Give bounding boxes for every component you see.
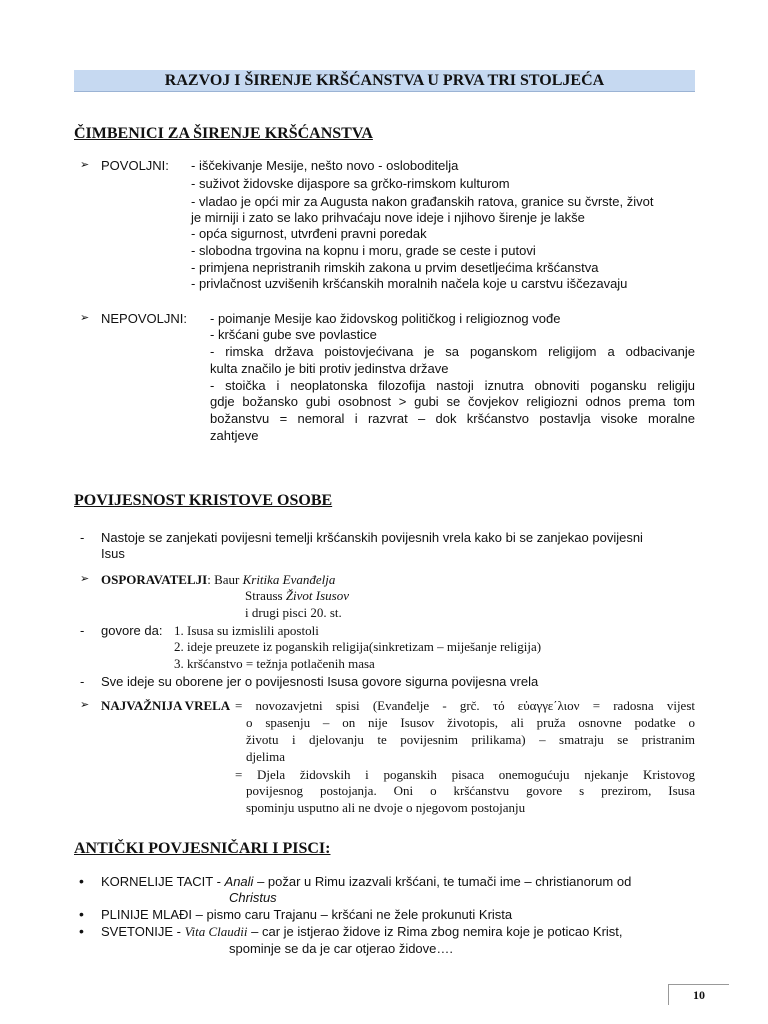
bullet-icon: • <box>79 906 84 922</box>
author-work: Vita Claudii <box>184 924 248 939</box>
povoljni-line: je mirniji i zato se lako prihvaćaju nove ideje i njihovo širenje je lakše <box>191 210 585 225</box>
osporavatelji-line <box>245 604 342 621</box>
osporavatelj-author: Strauss <box>245 588 286 603</box>
nepovoljni-line: kulta značilo je biti protiv jedinstva države <box>210 361 449 376</box>
vrela-line: = novozavjetni spisi (Evanđelje - grč. τό εὐαγγε΄λιον = radosna vijest <box>235 698 695 713</box>
dash-bullet: - <box>80 530 85 545</box>
osporavatelj-author: : Baur <box>207 572 243 587</box>
vrela-line: djelima <box>246 749 285 764</box>
govore-label: govore da: <box>101 623 163 638</box>
povoljni-line: - iščekivanje Mesije, nešto novo - osloboditelja <box>191 158 459 173</box>
osporavatelji-line <box>101 571 335 588</box>
author-continuation <box>229 889 277 906</box>
osporavatelj-work: Život Isusov <box>285 588 350 603</box>
govore-line: 1. Isusa su izmislili apostoli <box>174 623 319 638</box>
obor-line: Sve ideje su oborene jer o povijesnosti Isusa govore sigurna povijesna vrela <box>101 674 539 689</box>
vrela-line: o spasenju – on nije Isusov životopis, ali pruža osnovne podatke o <box>246 715 695 730</box>
povoljni-line: - suživot židovske dijaspore sa grčko-rimskom kulturom <box>191 176 510 191</box>
nepovoljni-line: - kršćani gube sve povlastice <box>210 327 377 342</box>
bullet-icon: • <box>79 873 84 889</box>
nepovoljni-line: gdje božansko gubi osobnost > gubi se čovjekov religiozni odnos prema tom <box>210 394 695 409</box>
nepovoljni-line: božanstvu = nemoral i razvrat – dok kršćanstvo postavlja visoke moralne <box>210 411 695 426</box>
author-name: SVETONIJE - <box>101 924 185 939</box>
document-title: RAZVOJ I ŠIRENJE KRŠĆANSTVA U PRVA TRI STOLJEĆA <box>164 72 605 89</box>
povoljni-label: POVOLJNI: <box>101 158 169 173</box>
nepovoljni-label: NEPOVOLJNI: <box>101 311 187 326</box>
author-line <box>101 923 623 940</box>
govore-line: 3. kršćanstvo = težnja potlačenih masa <box>174 656 375 671</box>
osporavatelj-work: Kritika Evanđelja <box>242 572 336 587</box>
arrow-bullet-icon: ➢ <box>80 573 90 585</box>
osporavatelji-line <box>245 587 349 604</box>
author-name: PLINIJE MLAĐI <box>101 907 193 922</box>
nepovoljni-line: - rimska država poistovjećivana je sa poganskom religijom a odbacivanje <box>210 344 695 359</box>
nepovoljni-line: zahtjeve <box>210 428 259 443</box>
vrela-line: povijesnog postojanja. Oni o kršćanstvu govore s prezirom, Isusa <box>246 783 695 798</box>
section-heading-anticki: ANTIČKI POVJESNIČARI I PISCI: <box>74 840 331 857</box>
author-work: Anali <box>224 874 254 889</box>
arrow-bullet-icon: ➢ <box>80 159 90 171</box>
author-cont-text: Christus <box>229 890 277 905</box>
povoljni-line: - primjena nepristranih rimskih zakona u prvim desetljećima kršćanstva <box>191 260 599 275</box>
intro-line: Nastoje se zanjekati povijesni temelji kršćanskih povijesnih vrela kako bi se zanjekao povijesni <box>101 530 643 545</box>
author-continuation: spominje se da je car otjerao židove…. <box>229 941 454 956</box>
povoljni-line: - vladao je opći mir za Augusta nakon građanskih ratova, granice su čvrste, život <box>191 194 654 209</box>
page-number: 10 <box>668 984 729 1005</box>
osporavatelj-author: i drugi pisci 20. st. <box>245 605 342 620</box>
author-line <box>101 906 512 923</box>
nepovoljni-line: - stoička i neoplatonska filozofija nastoji iznutra obnoviti pogansku religiju <box>210 378 695 393</box>
section-heading-cimbenici: ČIMBENICI ZA ŠIRENJE KRŠĆANSTVA <box>74 125 373 142</box>
osporavatelji-label: OSPORAVATELJI <box>101 572 208 587</box>
arrow-bullet-icon: ➢ <box>80 312 90 324</box>
title-bar <box>74 70 695 92</box>
arrow-bullet-icon: ➢ <box>80 699 90 711</box>
povoljni-line: - slobodna trgovina na kopnu i moru, grade se ceste i putovi <box>191 243 536 258</box>
vrela-line: spominju usputno ali ne dvoje o njegovom postojanju <box>246 800 526 815</box>
vrela-label-line <box>101 697 230 714</box>
nepovoljni-line: - poimanje Mesije kao židovskog političkog i religioznog vođe <box>210 311 561 326</box>
dash-bullet: - <box>80 674 85 689</box>
bullet-icon: • <box>79 923 84 939</box>
author-text: – požar u Rimu izazvali kršćani, te tumači ime – christianorum od <box>253 874 632 889</box>
dash-bullet: - <box>80 623 85 638</box>
vrela-line: = Djela židovskih i poganskih pisaca onemogućuju njekanje Kristovog <box>235 767 695 782</box>
section-heading-povijesnost: POVIJESNOST KRISTOVE OSOBE <box>74 492 333 509</box>
intro-line: Isus <box>101 546 125 561</box>
povoljni-line: - privlačnost uzvišenih kršćanskih moralnih načela koje u carstvu iščezavaju <box>191 276 628 291</box>
vrela-label: NAJVAŽNIJA VRELA <box>101 698 231 713</box>
author-text: – pismo caru Trajanu – kršćani ne žele prokunuti Krista <box>192 907 513 922</box>
povoljni-line: - opća sigurnost, utvrđeni pravni poredak <box>191 226 427 241</box>
author-text: – car je istjerao židove iz Rima zbog nemira koje je poticao Krist, <box>247 924 623 939</box>
vrela-line: životu i djelovanju te povijesnim prilikama) – smatraju se pristranim <box>246 732 695 747</box>
author-line <box>101 873 631 890</box>
author-name: KORNELIJE TACIT - <box>101 874 225 889</box>
govore-line: 2. ideje preuzete iz poganskih religija(sinkretizam – miješanje religija) <box>174 639 542 654</box>
